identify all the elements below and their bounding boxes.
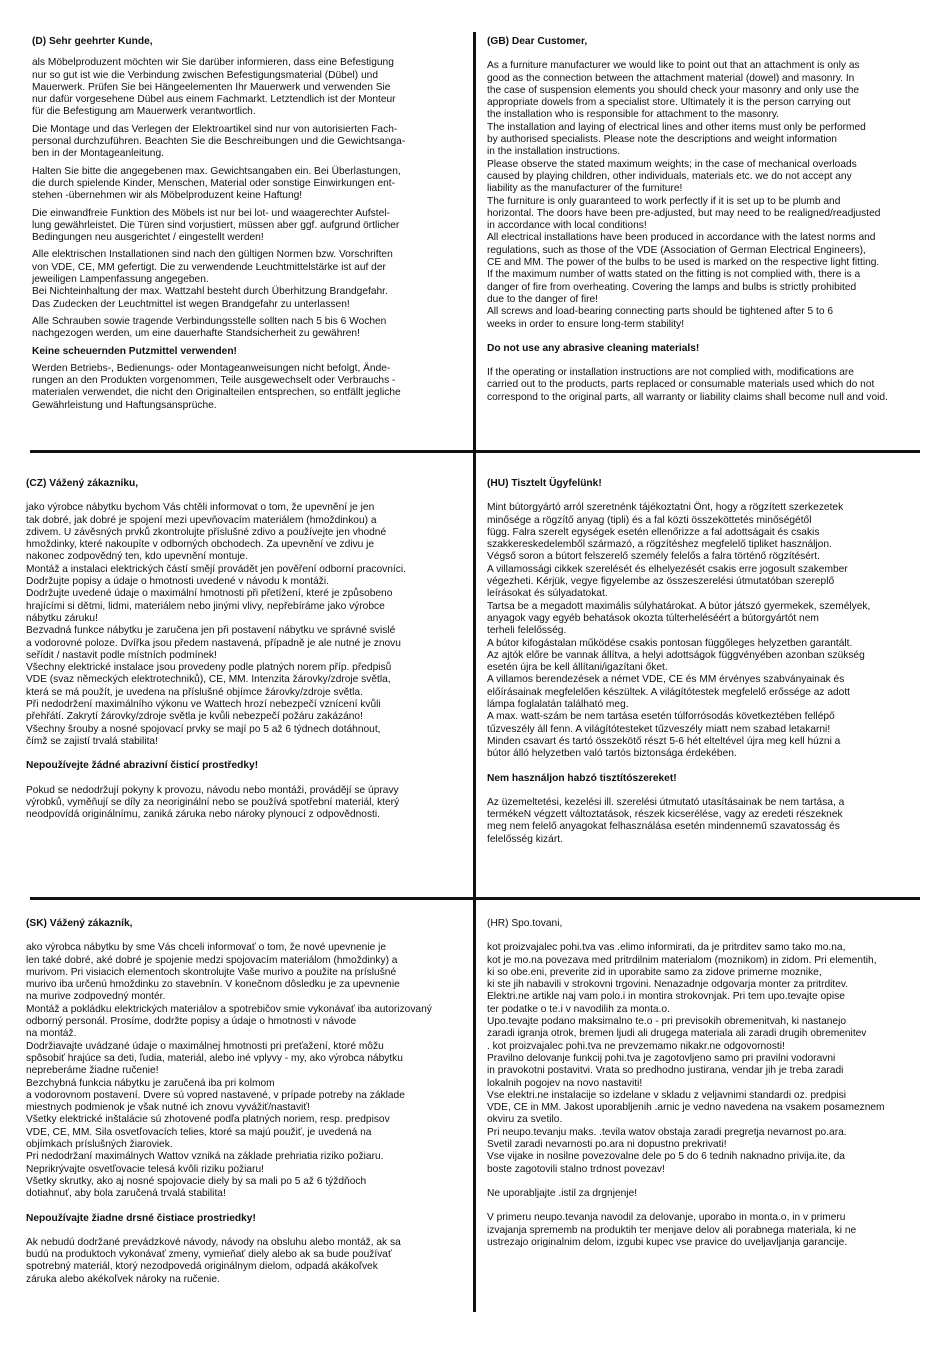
text-line: horizontal. The doors have been pre-adjusted, but may need to be realigned/readjusted [487, 207, 881, 219]
text-line: personal durchzuführen. Beachten Sie die Beschreibungen und die Gewichtsanga- [32, 136, 406, 148]
text-line: nachgezogen werden, um eine dauerhafte Standsicherheit zu gewähren! [32, 328, 360, 340]
text-line: carried out to the products, parts replaced or consumable materials used which do not [487, 379, 875, 391]
text-line: Bezchybná funkcia nábytku je zaručená iba pri kolmom [26, 1077, 275, 1089]
text-line: by authorised specialists. Please note the descriptions and weight information [487, 134, 837, 146]
cleaning-warning: Do not use any abrasive cleaning materials! [487, 342, 700, 354]
paragraph [32, 166, 457, 203]
paragraph [32, 363, 457, 412]
section-hu [487, 478, 927, 851]
text-line: Všechny šrouby a nosné spojovací prvky se mají po 5 až 6 týdnech dotáhnout, [26, 723, 381, 735]
text-line: the case of suspension elements you should check your masonry and only use the [487, 84, 860, 96]
text-line: minősége a rögzítő anyag (tipli) és a fal közti összeköttetés minőségétől [487, 514, 812, 526]
text-line: Vse elektri.ne instalacije so izdelane v skladu z veljavnimi standardi oz. predpisi [487, 1089, 847, 1101]
text-line: szakkereskedelemből származó, a rögzítéshez megfelelő tipliket használjon. [487, 539, 832, 551]
paragraph [26, 942, 471, 1200]
text-line: zaradi igranja otrok, bremen ljudi ali drugega materiala ali zaradi drugih obremenitev [487, 1028, 867, 1040]
text-line: Všetky elektrické inštalácie sú zhotovené podľa platných noriem, resp. predpisov [26, 1114, 390, 1126]
text-line: Please observe the stated maximum weights; in the case of mechanical overloads [487, 158, 857, 170]
text-line: tűzveszély áll fenn. A világítótesteket tűzveszély miatt nem szabad letakarni! [487, 723, 831, 735]
text-line: Mint bútorgyártó arról szeretnénk tájékoztatni Önt, hogy a rögzített szerkezetek [487, 502, 844, 514]
horizontal-divider-bottom [30, 897, 920, 900]
text-line: boste zagotovili stalno trdnost povezav! [487, 1163, 665, 1175]
paragraph [32, 208, 457, 245]
text-line: Die einwandfreie Funktion des Möbels ist nur bei lot- und waagerechter Aufstel- [32, 207, 390, 219]
text-line: která se má použít, je uvedena na příslušné objímce žárovky/zdroje světla. [26, 686, 363, 698]
text-line: dotiahnuť, aby bola zaručená trvalá stabilita! [26, 1188, 226, 1200]
text-line: objímkach príslušných žiaroviek. [26, 1139, 173, 1151]
text-line: CE and MM. The power of the bulbs to be used is marked on the respective light fitting. [487, 257, 880, 269]
text-line: the installation who is responsible for attachment to the masonry. [487, 109, 780, 121]
paragraph [26, 785, 466, 822]
text-line: leírásokat és súlyadatokat. [487, 588, 608, 600]
cleaning-warning: Nepoužívajte žiadne drsné čistiace prostriedky! [26, 1212, 256, 1224]
paragraph [32, 124, 457, 161]
text-line: záruka alebo akékoľvek nároky na ručenie. [26, 1273, 220, 1285]
text-line: als Möbelproduzent möchten wir Sie darüber informieren, dass eine Befestigung [32, 57, 394, 69]
text-line: caused by playing children, other individuals, materials etc. we do not accept any [487, 170, 852, 182]
text-line: murivo iba určenú hmoždinku zo stavebnín. V konečnom dôsledku je za upevnenie [26, 979, 400, 991]
text-line: Ak nebudú dodržané prevádzkové návody, návody na obsluhu alebo montáž, ak sa [26, 1236, 401, 1248]
horizontal-divider-top [30, 450, 920, 453]
text-line: spôsobiť hrajúce sa deti, ľudia, materiál, alebo iné vplyvy - my, ako výrobca nábytku [26, 1052, 403, 1064]
text-line: VDE, CE in MM. Jakost uporabljenih .arnic je vedno navedena na vsakem posameznem [487, 1102, 885, 1114]
text-line: rungen an den Produkten vorgenommen, Teile ausgewechselt oder Verbrauchs - [32, 375, 396, 387]
text-line: előírásainak megfelelően készültek. A világítótestek megfelelő erőssége az adott [487, 686, 851, 698]
text-line: kot je mo.na povezava med pritrdilnim materialom (moznikom) in zidom. Pri elementih, [487, 954, 877, 966]
text-line: von VDE, CE, MM gefertigt. Die zu verwendende Leuchtmittelstärke ist auf der [32, 261, 386, 273]
text-line: Bezvadná funkce nábytku je zaručena jen při postavení nábytku ve správné svislé [26, 625, 396, 637]
text-line: Dodržujte popisy a údaje o hmotnosti uvedené v návodu k montáži. [26, 576, 329, 588]
text-line: in the installation instructions. [487, 146, 621, 158]
text-line: odborný personál. Prosíme, dodržte popisy a údaje o hmotnosti v návode [26, 1016, 357, 1028]
text-line: As a furniture manufacturer we would like to point out that an attachment is only as [487, 60, 860, 72]
paragraph [32, 249, 457, 310]
paragraph [487, 797, 927, 846]
text-line: Upo.tevajte podano maksimalno te.o - pri previsokih obremenitvah, ki nastanejo [487, 1016, 847, 1028]
text-line: liability as the manufacturer of the furniture! [487, 183, 683, 195]
text-line: bútor álló helyzetben való tartós biztonsága érdekében. [487, 748, 737, 760]
text-line: in pravokotni postavitvi. Vrata so predhodno justirana, vendar jih je treba zaradi [487, 1065, 844, 1077]
text-line: V primeru neupo.tevanja navodil za delovanje, uporabo in monta.o, in v primeru [487, 1212, 846, 1224]
cleaning-warning: Keine scheuernden Putzmittel verwenden! [32, 345, 237, 357]
text-line: zdivem. U závěsných prvků zkontrolujte příslušné zdivo a používejte jen vhodné [26, 526, 387, 538]
text-line: a vodorovnom postavení. Dvere sú vopred nastavené, v prípade potreby na základe [26, 1089, 405, 1101]
text-line: ki ste jih nabavili v strokovni trgovini. Nenazadnje odgovarja monter za pritrditev. [487, 979, 849, 991]
text-line: danger of fire from overheating. Covering the lamps and bulbs is strictly prohibited [487, 281, 857, 293]
text-line: ben in der Montageanleitung. [32, 148, 164, 160]
text-line: weeks in order to ensure long-term stability! [487, 318, 685, 330]
text-line: lokalnih pogojev na novo nastaviti! [487, 1077, 643, 1089]
text-line: All electrical installations have been produced in accordance with the latest norms and [487, 232, 876, 244]
text-line: na murive zodpovedný montér. [26, 991, 166, 1003]
text-line: Die Montage und das Verlegen der Elektroartikel sind nur von autorisierten Fach- [32, 123, 398, 135]
paragraph [26, 502, 466, 748]
text-line: spotrebný materiál, ktorý nezodpovedá originálnym dielom, odpadá akákoľvek [26, 1261, 378, 1273]
text-line: a vodorovné poloze. Dvířka jsou předem nastavená, případně je ale nutné je znovu [26, 637, 401, 649]
section-heading: (SK) Vážený zákazník, [26, 918, 133, 929]
text-line: Az ajtók előre be vannak állítva, a helyi adottságok függvényében azonban szükség [487, 649, 865, 661]
paragraph [26, 1237, 471, 1286]
cleaning-warning: Nepoužívejte žádné abrazivní čisticí prostředky! [26, 760, 259, 772]
text-line: Dodržiavajte uvádzané údaje o maximálnej hmotnosti pri preťažení, ktoré môžu [26, 1040, 384, 1052]
text-line: termékeN végzett változtatások, részek kicserélése, vagy az eredeti részeknek [487, 809, 843, 821]
text-line: neodpovídá originálnímu, zaniká záruka nebo nároky plynoucí z odpovědnosti. [26, 809, 380, 821]
text-line: na montáž. [26, 1028, 77, 1040]
text-line: murivom. Pri visiacich elementoch skontrolujte Vaše murivo a použite na príslušné [26, 966, 397, 978]
text-line: Pri neupo.tevanju maks. .tevila watov obstaja zaradi pregretja nevarnost po.ara. [487, 1126, 847, 1138]
text-line: Gewährleistung und Haftungsansprüche. [32, 399, 217, 411]
text-line: terheli felelősség. [487, 625, 567, 637]
text-line: Svetil zaradi nevarnosti po.ara ni dopustno prekrivati! [487, 1139, 727, 1151]
text-line: anyagok vagy egyéb behatások okozta túlterheléséért a bútorgyártót nem [487, 612, 819, 624]
text-line: Dodržujte uvedené údaje o maximální hmotnosti při přetížení, které je způsobeno [26, 588, 393, 600]
text-line: stehen -übernehmen wir als Möbelproduzent keine Haftung! [32, 190, 303, 202]
text-line: Neprikrývajte osvetľovacie telesá kvôli riziku požiaru! [26, 1163, 264, 1175]
text-line: Halten Sie bitte die angegebenen max. Gewichtsangaben ein. Bei Überlastungen, [32, 165, 401, 177]
text-line: Das Zudecken der Leuchtmittel ist wegen Brandgefahr zu unterlassen! [32, 298, 350, 310]
text-line: tak dobré, jak dobré je spojení mezi upevňovacím materiálem (hmoždinkou) a [26, 514, 377, 526]
text-line: appropriate dowels from a specialist store. Ultimately it is the person carrying out [487, 97, 851, 109]
text-line: materialen verwendet, die nicht den Originalteilen entsprechen, so entfällt jegliche [32, 387, 401, 399]
text-line: VDE, CE, MM. Sila osvetľovacích telies, ktoré sa majú použiť, je uvedená na [26, 1126, 372, 1138]
text-line: Bedingungen neu ausgerichtet / eingestellt werden! [32, 232, 264, 244]
text-line: okviru za svetilo. [487, 1114, 563, 1126]
text-line: If the operating or installation instructions are not complied with, modifications are [487, 367, 854, 379]
cleaning-warning: Nem használjon habzó tisztítószereket! [487, 772, 677, 784]
text-line: nur dafür vorgesehene Dübel aus einem Fachmarkt. Letztendlich ist der Monteur [32, 94, 396, 106]
text-line: Alle Schrauben sowie tragende Verbindungsstelle sollten nach 5 bis 6 Wochen [32, 315, 387, 327]
section-sk [26, 918, 471, 1291]
text-line: Pri nedodržaní maximálnych Wattov vzniká na základe prehriatia riziko požiaru. [26, 1151, 384, 1163]
text-line: Montáž a instalaci elektrických částí smějí provádět jen pověření odborní pracovníci. [26, 563, 406, 575]
text-line: meg nem felelő anyagokat felhasználása esetén mindennemű szavatosság és [487, 821, 840, 833]
text-line: Pokud se nedodržují pokyny k provozu, návodu nebo montáži, provádějí se úpravy [26, 784, 399, 796]
text-line: függ. Falra szerelt egységek esetén ellenőrizze a fal adottságait és csakis [487, 526, 820, 538]
text-line: budú na produktoch vykonávať zmeny, vymieňať diely alebo ak sa bude používať [26, 1249, 392, 1261]
text-line: The installation and laying of electrical lines and other items must only be performed [487, 121, 866, 133]
text-line: If the maximum number of watts stated on the fitting is not complied with, there is a [487, 269, 861, 281]
text-line: ki so obe.eni, preverite zid in uporabite samo za zidove primerne moznike, [487, 966, 822, 978]
section-heading: (HR) Spo.tovani, [487, 918, 563, 929]
text-line: Vse vijake in nosilne povezovalne dele po 5 do 6 tednih naknadno privija.ite, da [487, 1151, 845, 1163]
text-line: A max. watt-szám be nem tartása esetén túlforrósodás következtében fellépő [487, 711, 835, 723]
text-line: regulations, such as those of the VDE (Association of German Electrical Engineers), [487, 244, 866, 256]
vertical-divider [473, 32, 476, 1312]
text-line: lámpa foglalatán található meg. [487, 699, 629, 711]
text-line: nakonec zodpovědný ten, kdo upevnění montuje. [26, 551, 249, 563]
text-line: nepreberáme žiadne ručenie! [26, 1065, 159, 1077]
text-line: ter podatke o te.i v navodilih za monta.o. [487, 1003, 670, 1015]
text-line: in accordance with local conditions! [487, 220, 647, 232]
text-line: hrajícími si dětmi, lidmi, materiálem nebo jinými vlivy, nepřebíráme jako výrobce [26, 600, 385, 612]
text-line: Všechny elektrické instalace jsou provedeny podle platných norem příp. předpisů [26, 662, 392, 674]
text-line: výrobků, vyměňují se díly za neoriginální nebo se používá spotřební materiál, který [26, 796, 400, 808]
text-line: Elektri.ne artikle naj vam polo.i in montira strokovnjak. Pri tem upo.tevajte opise [487, 991, 845, 1003]
text-line: felelősség kizárt. [487, 833, 563, 845]
text-line: All screws and load-bearing connecting parts should be tightened after 5 to 6 [487, 306, 834, 318]
paragraph [487, 502, 927, 760]
text-line: kot proizvajalec pohi.tva vas .elimo informirati, da je pritrditev samo tako mo.na, [487, 942, 846, 954]
paragraph [487, 367, 932, 404]
text-line: nábytku záruku! [26, 612, 98, 624]
paragraph [487, 1212, 927, 1249]
text-line: Tartsa be a megadott maximális súlyhatárokat. A bútor játszó gyermekek, személyek, [487, 600, 871, 612]
text-line: seřídit / nastavit podle místních podmínek! [26, 649, 217, 661]
text-line: Werden Betriebs-, Bedienungs- oder Montageanweisungen nicht befolgt, Ände- [32, 362, 391, 374]
text-line: ako výrobca nábytku by sme Vás chceli informovať o tom, že nové upevnenie je [26, 942, 387, 954]
text-line: čímž se zajistí trvalá stabilita! [26, 735, 158, 747]
text-line: . kot proizvajalec pohi.tva ne prevzemamo nikakr.ne odgovornosti! [487, 1040, 785, 1052]
text-line: Pravilno delovanje funkcij pohi.tva je zagotovljeno samo pri pravilni vodoravni [487, 1052, 836, 1064]
section-hr [487, 918, 927, 1254]
text-line: Všetky skrutky, ako aj nosné spojovacie diely by sa mali po 5 až 6 týždňoch [26, 1175, 367, 1187]
text-line: A villamos berendezések a német VDE, CE és MM érvényes szabványainak és [487, 674, 845, 686]
text-line: izvajanja sprememb na produktih ter menjave delov ali porabnega materiala, ki ne [487, 1224, 857, 1236]
text-line: Alle elektrischen Installationen sind nach den gültigen Normen bzw. Vorschriften [32, 249, 393, 261]
text-line: A bútor kifogástalan működése csakis pontosan függőleges helyzetben garantált. [487, 637, 853, 649]
text-line: Mauerwerk. Prüfen Sie bei Hängeelementen Ihr Mauerwerk und verwenden Sie [32, 81, 391, 93]
text-line: The furniture is only guaranteed to work perfectly if it is set up to be plumb and [487, 195, 841, 207]
text-line: jeweiligen Lampenfassung angegeben. [32, 274, 209, 286]
cleaning-warning: Ne uporabljajte .istil za drgnjenje! [487, 1187, 638, 1199]
text-line: Minden csavart és tartó összekötő részt 5-6 hét elteltével újra meg kell húzni a [487, 735, 841, 747]
section-heading: (D) Sehr geehrter Kunde, [32, 36, 153, 47]
text-line: přehřátí. Zakrytí žárovky/zdroje světla je kvůli nebezpečí požáru zakázáno! [26, 711, 363, 723]
section-heading: (GB) Dear Customer, [487, 36, 588, 47]
text-line: die durch spielende Kinder, Menschen, Material oder sonstige Einwirkungen ent- [32, 177, 395, 189]
text-line: jako výrobce nábytku bychom Vás chtěli informovat o tom, že upevnění je jen [26, 502, 375, 514]
text-line: lung gewährleistet. Die Türen sind vorjustiert, müssen aber ggf. aufgrund örtlicher [32, 219, 400, 231]
text-line: Végső soron a bútort felszerelő személy felelős a falra történő rögzítésért. [487, 551, 820, 563]
text-line: Při nedodržení maximálního výkonu ve Wattech hrozí nebezpečí vznícení kvůli [26, 699, 381, 711]
text-line: ustrezajo originalnim delom, izgubi kupec vse pravice do uveljavljanja garancije. [487, 1236, 848, 1248]
text-line: für die Befestigung am Mauerwerk verantwortlich. [32, 106, 256, 118]
text-line: good as the connection between the attachment material (dowel) and masonry. In [487, 72, 855, 84]
text-line: nur so gut ist wie die Verbindung zwischen Befestigungsmaterial (Dübel) und [32, 69, 379, 81]
text-line: A villamossági cikkek szerelését és elhelyezését csakis erre jogosult szakember [487, 563, 848, 575]
text-line: Az üzemeltetési, kezelési ill. szerelési útmutató utasításainak be nem tartása, a [487, 796, 845, 808]
paragraph [487, 942, 927, 1176]
section-heading: (HU) Tisztelt Ügyfelünk! [487, 478, 602, 489]
text-line: due to the danger of fire! [487, 293, 599, 305]
paragraph [32, 316, 457, 341]
text-line: hmoždinky, které nakoupíte v odborných obchodech. Za upevnění ve zdivu je [26, 539, 375, 551]
section-cz [26, 478, 466, 826]
text-line: végezheti. Kérjük, vegye figyelembe az összeszerelési útmutatóban szereplő [487, 576, 835, 588]
section-gb [487, 36, 932, 409]
text-line: miestnych podmienok je však nutné ich znovu vyvážiť/nastaviť! [26, 1102, 310, 1114]
text-line: esetén újra be kell állítani/igazítani őket. [487, 662, 668, 674]
text-line: VDE (svaz německých elektrotechniků), CE, MM. Intenzita žárovky/zdroje světla, [26, 674, 391, 686]
text-line: correspond to the original parts, all warranty or liability claims shall become null and void. [487, 391, 888, 403]
text-line: Bei Nichteinhaltung der max. Wattzahl besteht durch Überhitzung Brandgefahr. [32, 286, 388, 298]
text-line: Montáž a pokládku elektrických materiálov a spotrebičov smie vykonávať iba autorizovaný [26, 1003, 432, 1015]
text-line: len také dobré, aké dobré je spojenie medzi spojovacím materiálom (hmoždinky) a [26, 954, 398, 966]
paragraph [32, 57, 457, 118]
paragraph [487, 60, 932, 331]
section-heading: (CZ) Vážený zákazníku, [26, 478, 139, 489]
section-de [32, 36, 457, 417]
